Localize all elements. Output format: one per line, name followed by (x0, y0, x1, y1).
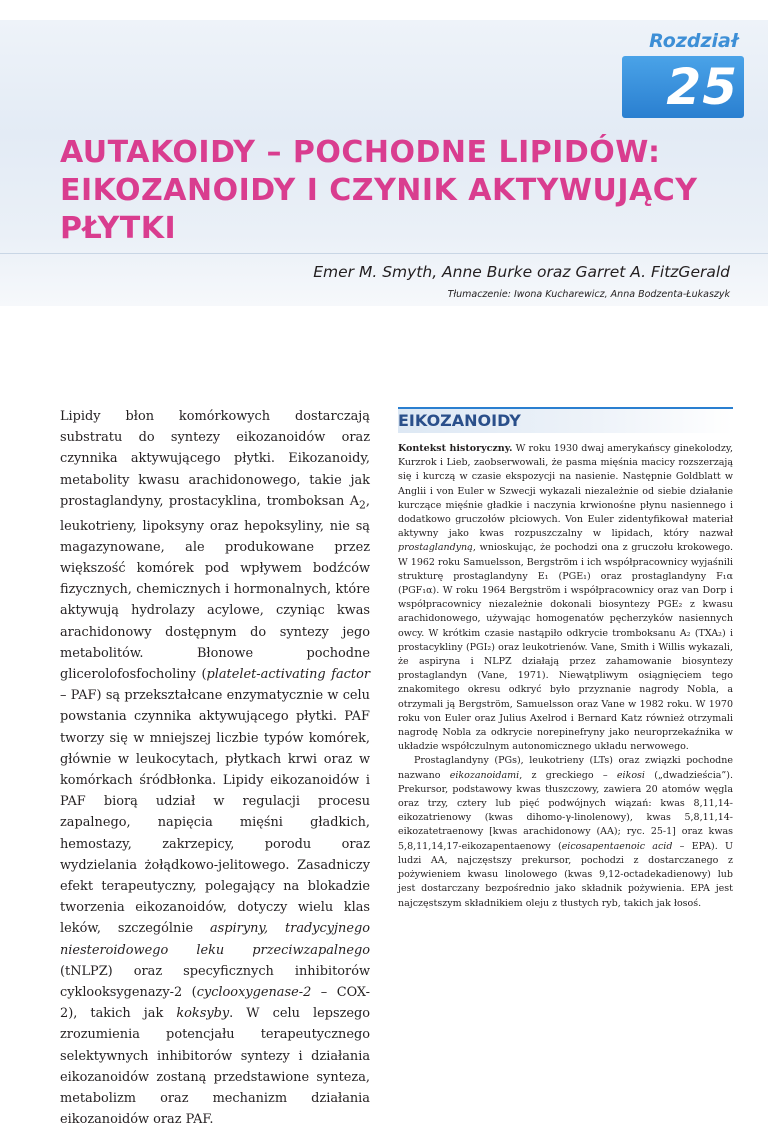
intro-paragraph (60, 406, 370, 1130)
body-italic-term: prostaglandyną (398, 542, 473, 554)
body-italic-term: eikosi (616, 769, 645, 781)
intro-text-segment: , leukotrieny, lipoksyny oraz hepoksyliny, nie są magazynowane, ale produkowane przez większość komórek pod wpływem bodźców fizycznych, chemicznych i hormonalnych, które aktywują hydrolazy acylowe, czyniąc kwas arachidonowy dostępnym do syntezy jego metabolitów. Błonowe pochodne glicerolofosfocholiny ( (60, 493, 370, 683)
intro-text-segment: (tNLPZ) oraz specyficznych inhibitorów cyklooksygenazy-2 ( (60, 963, 370, 1001)
body-italic-term: eikozanoidami (449, 769, 520, 781)
title-divider (0, 253, 768, 254)
chapter-title-line: PŁYTKI (60, 211, 177, 246)
body-text-segment: – EPA). U ludzi AA, najczęstszy prekursor, pochodzi z dostarczanego z pożywieniem kwasu linolowego (kwas 9,12-octadekadienowy) lub jest dostarczany bezpośrednio jako składnik pożywienia. EPA jest najczęstszym składnikiem oleju z tłustych ryb, takich jak łosoś. (398, 840, 734, 909)
section-paragraph (398, 442, 733, 754)
intro-italic-term: platelet-activating factor (206, 667, 370, 683)
intro-text-segment: – COX-2), takich jak (60, 985, 371, 1022)
chapter-number: 25 (666, 58, 738, 116)
intro-text-segment: – PAF) są przekształcane enzymatycznie w celu powstania czynnika aktywującego płytki. PAF tworzy się w mniejszej liczbie typów komórek, głównie w leukocytach, płytkach krwi oraz w komórkach śródbłonka. Lipidy eikozanoidów i PAF biorą udział w regulacji procesu zapalnego, napięcia mięśni gładkich, hemostazy, zakrzepicy, porodu oraz wydzielania żołądkowo-jelitowego. Zasadniczy efekt terapeutyczny, polegający na blokadzie tworzenia eikozanoidów, dotyczy wielu klas leków, szczególnie (60, 688, 370, 937)
chapter-title-line: AUTAKOIDY – POCHODNE LIPIDÓW: (60, 135, 661, 170)
intro-text-segment: Lipidy błon komórkowych dostarczają substratu do syntezy eikozanoidów oraz czynnika aktywującego płytki. Eikozanoidy, metabolity kwasu arachidonowego, takie jak prostaglandyny, prostacyklina, tromboksan A (60, 409, 370, 509)
body-text-segment: („dwadzieścia”). Prekursor, podstawowy kwas tłuszczowy, zawiera 20 atomów węgla oraz trzy, cztery lub pięć podwójnych wiązań: kwas 8,11,14-eikozatrienowy (kwas dihomo-γ-linolenowy), kwas 5,8,11,14-eikozatetraenowy [kwas arachidonowy (AA); ryc. 25-1] oraz kwas 5,8,11,14,17-eikozapentaenowy ( (398, 769, 733, 852)
intro-italic-term: cyclooxygenase-2 (196, 985, 312, 1001)
intro-italic-term: koksyby (176, 1006, 230, 1022)
subscript: 2 (359, 498, 366, 512)
body-text-segment: , z greckiego – (519, 769, 617, 781)
run-in-heading: Kontekst historyczny. (398, 443, 513, 454)
intro-text (60, 406, 370, 1130)
section-heading: EIKOZANOIDY (398, 407, 733, 433)
chapter-label: Rozdział (649, 30, 738, 52)
body-italic-term: eicosapentaenoic acid (561, 840, 673, 852)
body-text-segment: , wnioskując, że pochodzi ona z gruczołu krokowego. W 1962 roku Samuelsson, Bergström i ich współpracownicy wyjaśnili strukturę prostaglandyny E₁ (PGE₁) oraz prostaglandyny F₁α (PGF₁α). W roku 1964 Bergström i współpracownicy oraz van Dorp i współpracownicy niezależnie dokonali biosyntezy PGE₂ z kwasu arachidonowego, używając homogenatów pęcherzyków nasiennych owcy. W krótkim czasie nastąpiło odkrycie tromboksanu A₂ (TXA₂) i prostacykliny (PGI₂) oraz leukotrienów. Vane, Smith i Willis wykazali, że aspiryna i NLPZ działają przez zahamowanie biosyntezy prostaglandyn (Vane, 1971). Niewątpliwym osiągnięciem tego znakomitego okresu odkryć było przyznanie nagrody Nobla, a otrzymali ją Bergström, Samuelsson oraz Vane w 1982 roku. W 1970 roku von Euler oraz Julius Axelrod i Bernard Katz również otrzymali nagrodę Nobla za odkrycie norepinefryny jako neuroprzekaźnika w układzie współczulnym autonomicznego układu nerwowego. (398, 542, 733, 753)
chapter-title (60, 134, 700, 248)
section-paragraph (398, 754, 733, 910)
body-text-segment: Prostaglandyny (PGs), leukotrieny (LTs) oraz związki pochodne nazwano (398, 755, 733, 781)
translators: Tłumaczenie: Iwona Kucharewicz, Anna Bodzenta-Łukaszyk (447, 289, 730, 300)
intro-italic-term: aspiryny, tradycyjnego niesteroidowego leku przeciwzapalnego (60, 921, 370, 958)
chapter-title-line: EIKOZANOIDY I CZYNIK AKTYWUJĄCY (60, 173, 698, 208)
authors: Emer M. Smyth, Anne Burke oraz Garret A. FitzGerald (313, 263, 730, 281)
intro-text-segment: . W celu lepszego zrozumienia potencjału terapeutycznego selektywnych inhibitorów syntezy i działania eikozanoidów zostaną przedstawione synteza, metabolizm oraz mechanizm działania eikozanoidów oraz PAF. (60, 1006, 371, 1128)
body-text-segment: W roku 1930 dwaj amerykańscy ginekolodzy, Kurzrok i Lieb, zaobserwowali, że pasma mięśnia macicy rozszerzają się i kurczą w czasie ekspozycji na nasienie. Następnie Goldblatt w Anglii i von Euler w Szwecji wykazali niezależnie od siebie działanie kurczące mięśnie gładkie i naczynia krwionośne płynu nasiennego i dodatkowo gruczołów płciowych. Von Euler zidentyfikował materiał aktywny jako kwas rozpuszczalny w lipidach, który nazwał (398, 443, 733, 540)
section-body (398, 442, 733, 911)
